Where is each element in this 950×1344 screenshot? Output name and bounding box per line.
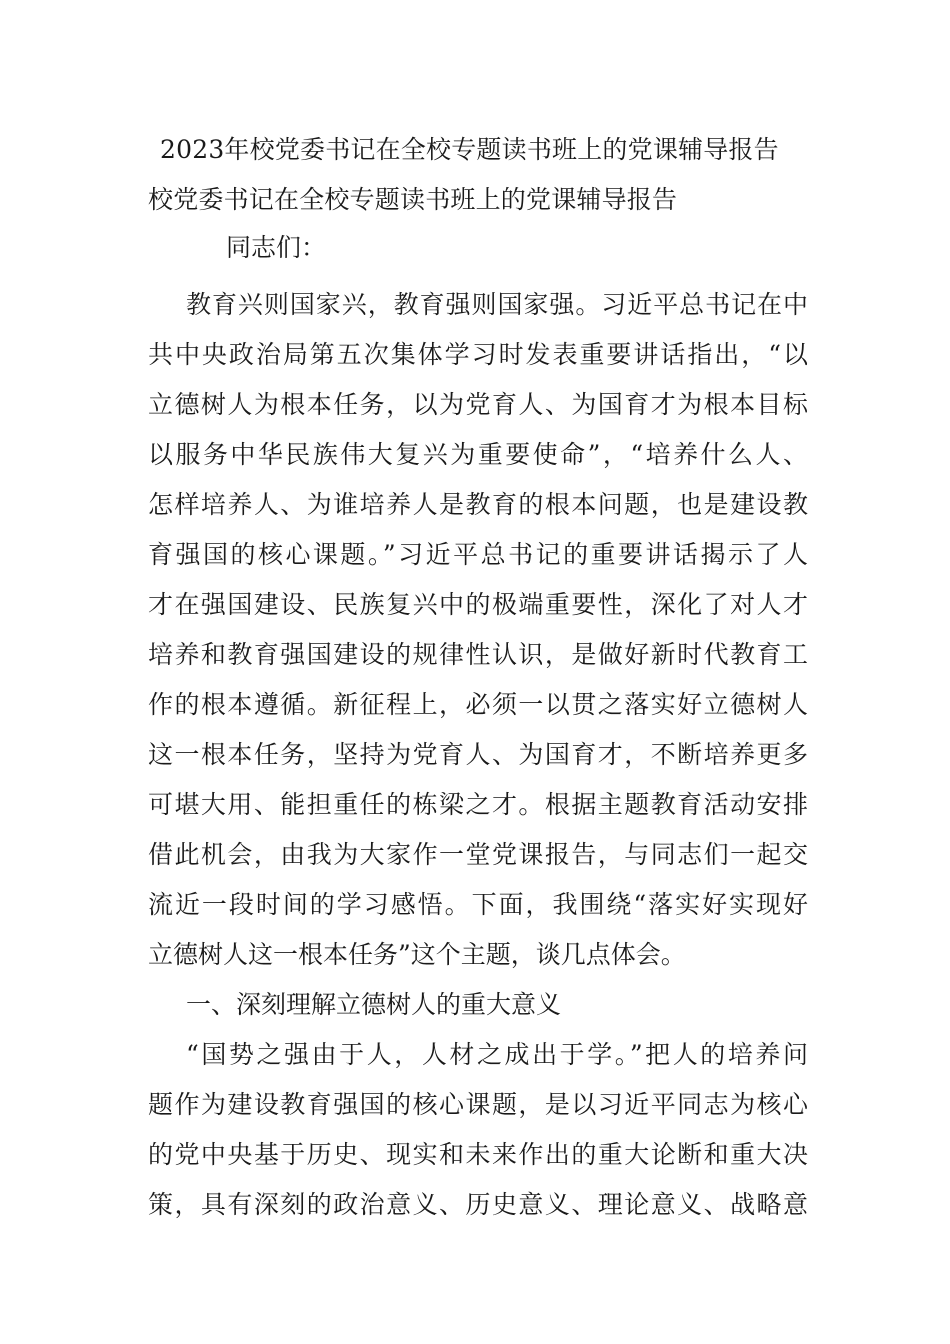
paragraph-line: 可堪大用、能担重任的栋梁之才。根据主题教育活动安排 [148,790,808,819]
paragraph-line: “国势之强由于人，人材之成出于学。”把人的培养问 [186,1040,808,1069]
paragraph-line: 作的根本遵循。新征程上，必须一以贯之落实好立德树人 [148,690,808,719]
section-heading: 一、深刻理解立德树人的重大意义 [186,990,562,1019]
paragraph-line: 怎样培养人、为谁培养人是教育的根本问题，也是建设教 [148,490,808,519]
paragraph-line: 才在强国建设、民族复兴中的极端重要性，深化了对人才 [148,590,808,619]
paragraph-line: 教育兴则国家兴，教育强则国家强。习近平总书记在中 [186,290,808,319]
paragraph-line: 育强国的核心课题。”习近平总书记的重要讲话揭示了人 [148,540,808,569]
paragraph-line: 策，具有深刻的政治意义、历史意义、理论意义、战略意 [148,1190,808,1219]
document-body [148,280,808,1230]
paragraph-line: 题作为建设教育强国的核心课题，是以习近平同志为核心 [148,1090,808,1119]
paragraph-line: 共中央政治局第五次集体学习时发表重要讲话指出，“以 [148,340,808,369]
salutation: 同志们： [226,233,327,262]
paragraph-line: 以服务中华民族伟大复兴为重要使命”，“培养什么人、 [148,440,808,469]
paragraph-line: 立德树人为根本任务，以为党育人、为国育才为根本目标 [148,390,808,419]
paragraph-line: 借此机会，由我为大家作一堂党课报告，与同志们一起交 [148,840,808,869]
document-title-line-1: 2023年校党委书记在全校专题读书班上的党课辅导报告 [160,135,779,164]
paragraph-line: 流近一段时间的学习感悟。下面，我围绕“落实好实现好 [148,890,808,919]
paragraph-line: 的党中央基于历史、现实和未来作出的重大论断和重大决 [148,1140,808,1169]
paragraph-line: 培养和教育强国建设的规律性认识，是做好新时代教育工 [148,640,808,669]
paragraph-line: 这一根本任务，坚持为党育人、为国育才，不断培养更多 [148,740,808,769]
paragraph-line: 立德树人这一根本任务”这个主题，谈几点体会。 [148,940,686,969]
document-title-line-2: 校党委书记在全校专题读书班上的党课辅导报告 [148,185,678,214]
